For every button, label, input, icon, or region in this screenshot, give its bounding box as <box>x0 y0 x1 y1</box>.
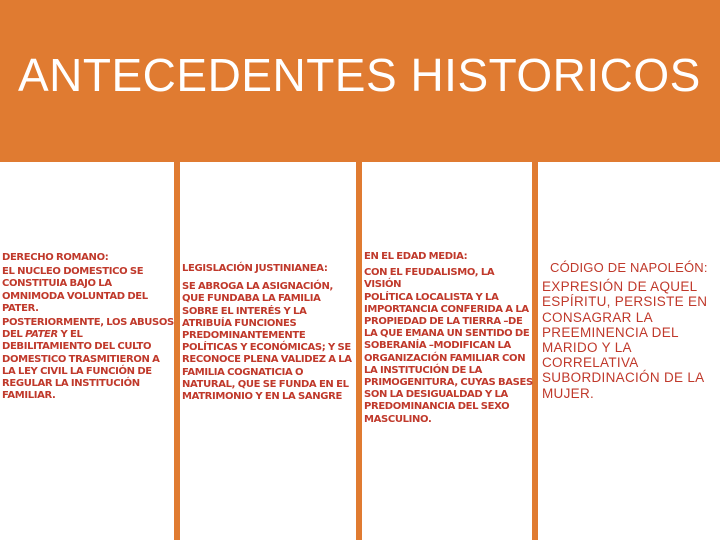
col1-paragraph-2-end: Y EL DEBILITAMIENTO DEL CULTO DOMESTICO TRASMITIERON A LA LEY CIVIL LA FUNCIÓN DE REGULAR LA INSTITUCIÓN FAMILIAR. <box>2 329 160 402</box>
col1-paragraph-1: EL NUCLEO DOMESTICO SE CONSTITUIA BAJO LA OMNIMODA VOLUNTAD DEL PATER. <box>2 266 148 314</box>
col1-heading: DERECHO ROMANO: <box>2 252 109 263</box>
col2-text <box>182 263 358 403</box>
col2-heading: LEGISLACIÓN JUSTINIANEA: <box>182 263 328 274</box>
col1-paragraph-2-start: POSTERIORMENTE, LOS ABUSOS DEL <box>2 317 174 341</box>
col1-pater-emphasis: PATER <box>25 329 58 341</box>
col3-text <box>364 251 534 426</box>
col4-text <box>542 260 720 401</box>
col3-heading: EN EL EDAD MEDIA: <box>364 251 468 262</box>
col3-body: CON EL FEUDALISMO, LA VISIÓN POLÍTICA LOCALISTA Y LA IMPORTANCIA CONFERIDA A LA PROPIEDAD DE LA TIERRA –DE LA QUE EMANA UN SENTIDO DE SOBERANÍA –MODIFICAN LA ORGANIZACIÓN FAMILIAR CON LA INSTITUCIÓN DE LA PRIMOGENITURA, CUYAS BASES SON LA DESIGUALDAD Y LA PREDOMINANCIA DEL SEXO MASCULINO. <box>364 267 533 425</box>
col4-body: EXPRESIÓN DE AQUEL ESPÍRITU, PERSISTE EN CONSAGRAR LA PREEMINENCIA DEL MARIDO Y LA CORRELATIVA SUBORDINACIÓN DE LA MUJER. <box>542 279 708 401</box>
col2-body: SE ABROGA LA ASIGNACIÓN, QUE FUNDABA LA FAMILIA SOBRE EL INTERÉS Y LA ATRIBUÍA FUNCIONES PREDOMINANTEMENTE POLÍTICAS Y ECONÓMICAS; Y SE RECONOCE PLENA VALIDEZ A LA FAMILIA COGNATICIA O NATURAL, QUE SE FUNDA EN EL MATRIMONIO Y EN LA SANGRE <box>182 281 352 403</box>
col1-text <box>2 252 174 402</box>
slide-title: ANTECEDENTES HISTORICOS <box>18 49 701 101</box>
col4-heading: CÓDIGO DE NAPOLEÓN: <box>550 260 708 275</box>
